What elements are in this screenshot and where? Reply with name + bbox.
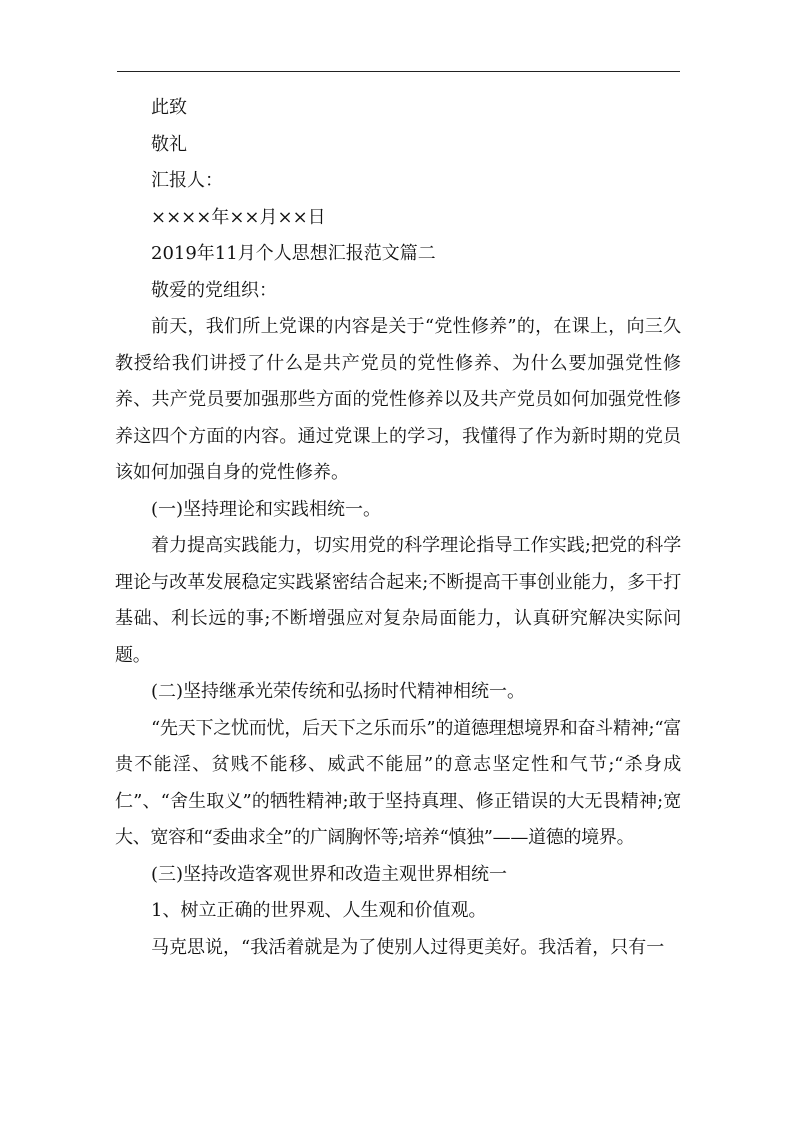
section-heading: (三)坚持改造客观世界和改造主观世界相统一: [151, 863, 508, 885]
header-rule: [117, 71, 680, 72]
closing-line: 此致: [151, 97, 187, 118]
section-heading: (一)坚持理论和实践相统一。: [151, 498, 382, 520]
article-title: 2019年11月个人思想汇报范文篇二: [151, 243, 436, 264]
greeting-line: 敬爱的党组织：: [151, 279, 277, 301]
section-heading: (二)坚持继承光荣传统和弘扬时代精神相统一。: [151, 681, 526, 702]
document-body: [115, 90, 681, 966]
body-paragraph: “先天下之忧而忧，后天下之乐而乐”的道德理想境界和奋斗精神;“富贵不能淫、贫贱不能移、威武不能屈”的意志坚定性和气节;“杀身成仁”、“舍生取义”的牺牲精神;敢于坚持真理、修正错误的大无畏精神;宽大、宽容和“委曲求全”的广阔胸怀等;培养“慎独”——道德的境界。: [115, 717, 681, 848]
list-item: 1、树立正确的世界观、人生观和价值观。: [151, 900, 487, 921]
body-paragraph: 着力提高实践能力，切实用党的科学理论指导工作实践;把党的科学理论与改革发展稳定实践紧密结合起来;不断提高干事创业能力，多干打基础、利长远的事;不断增强应对复杂局面能力，认真研究解决实际问题。: [115, 535, 681, 666]
reporter-line: 汇报人：: [151, 170, 223, 191]
body-paragraph: 前天，我们所上党课的内容是关于“党性修养”的，在课上，向三久教授给我们讲授了什么是共产党员的党性修养、为什么要加强党性修养、共产党员要加强那些方面的党性修养以及共产党员如何加强党性修养这四个方面的内容。通过党课上的学习，我懂得了作为新时期的党员该如何加强自身的党性修养。: [115, 316, 681, 483]
date-line: ××××年××月××日: [151, 206, 326, 228]
salutation-line: 敬礼: [151, 133, 187, 155]
body-paragraph: 马克思说，“我活着就是为了使别人过得更美好。我活着，只有一: [151, 936, 665, 958]
